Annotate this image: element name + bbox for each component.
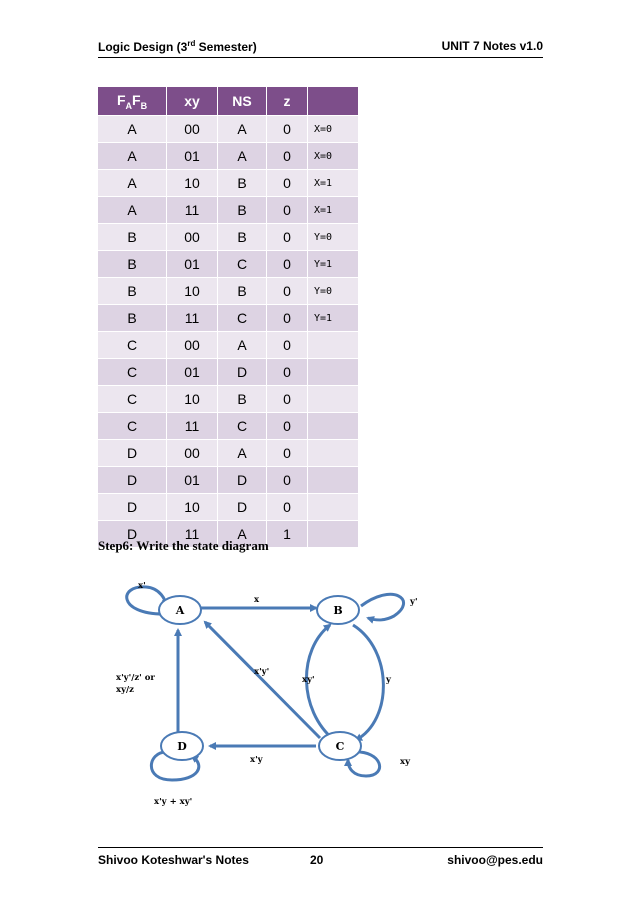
col-header-present-state: $F_AF_B$ bbox=[98, 87, 167, 116]
table-row bbox=[98, 170, 359, 197]
cell-next-state: D bbox=[218, 467, 267, 494]
cell-note: X=0 bbox=[308, 143, 359, 170]
header-unit-label: UNIT 7 Notes v1.0 bbox=[441, 39, 543, 53]
cell-note: X=0 bbox=[308, 116, 359, 143]
header-course-title: Logic Design (3rd Semester) bbox=[98, 39, 257, 54]
table-row bbox=[98, 224, 359, 251]
table-row bbox=[98, 305, 359, 332]
state-label-a: A bbox=[175, 604, 185, 617]
col-header-xy: xy bbox=[167, 87, 218, 116]
cell-note bbox=[308, 521, 359, 548]
col-header-z: z bbox=[267, 87, 308, 116]
cell-note: X=1 bbox=[308, 170, 359, 197]
step-heading: Step6: Write the state diagram bbox=[98, 538, 269, 553]
cell-next-state: C bbox=[218, 251, 267, 278]
cell-present-state: D bbox=[98, 467, 167, 494]
cell-next-state: B bbox=[218, 278, 267, 305]
footer-author: Shivoo Koteshwar's Notes bbox=[98, 853, 249, 867]
cell-note: X=1 bbox=[308, 197, 359, 224]
table-row bbox=[98, 494, 359, 521]
col-header-ns: NS bbox=[218, 87, 267, 116]
cell-input-xy: 00 bbox=[167, 116, 218, 143]
cell-output-z: 1 bbox=[267, 521, 308, 548]
cell-output-z: 0 bbox=[267, 170, 308, 197]
cell-input-xy: 10 bbox=[167, 386, 218, 413]
cell-note: Y=0 bbox=[308, 224, 359, 251]
cell-next-state: D bbox=[218, 494, 267, 521]
cell-output-z: 0 bbox=[267, 197, 308, 224]
state-diagram-svg bbox=[98, 570, 443, 820]
cell-note: Y=1 bbox=[308, 305, 359, 332]
label-d-to-a-line2: xy/z bbox=[116, 685, 134, 695]
page-header bbox=[98, 37, 543, 58]
cell-input-xy: 11 bbox=[167, 413, 218, 440]
cell-input-xy: 00 bbox=[167, 440, 218, 467]
cell-next-state: C bbox=[218, 305, 267, 332]
cell-next-state: B bbox=[218, 224, 267, 251]
cell-present-state: A bbox=[98, 116, 167, 143]
table-row bbox=[98, 413, 359, 440]
cell-output-z: 0 bbox=[267, 143, 308, 170]
state-diagram bbox=[98, 570, 443, 820]
cell-present-state: D bbox=[98, 440, 167, 467]
page-footer bbox=[98, 847, 543, 868]
cell-next-state: A bbox=[218, 116, 267, 143]
label-c-to-b: xy' bbox=[302, 675, 315, 685]
cell-next-state: A bbox=[218, 332, 267, 359]
table-header-row bbox=[98, 87, 359, 116]
cell-input-xy: 10 bbox=[167, 278, 218, 305]
cell-present-state: C bbox=[98, 413, 167, 440]
table-row bbox=[98, 143, 359, 170]
cell-present-state: B bbox=[98, 251, 167, 278]
cell-input-xy: 11 bbox=[167, 305, 218, 332]
footer-email: shivoo@pes.edu bbox=[447, 853, 543, 867]
state-label-d: D bbox=[177, 740, 187, 753]
cell-input-xy: 01 bbox=[167, 359, 218, 386]
table-body bbox=[98, 116, 359, 548]
cell-input-xy: 01 bbox=[167, 251, 218, 278]
cell-next-state: A bbox=[218, 440, 267, 467]
label-c-to-a: x'y' bbox=[254, 667, 270, 677]
cell-next-state: B bbox=[218, 386, 267, 413]
cell-input-xy: 10 bbox=[167, 494, 218, 521]
self-loop-b bbox=[361, 594, 404, 620]
cell-output-z: 0 bbox=[267, 467, 308, 494]
table-row bbox=[98, 467, 359, 494]
cell-note bbox=[308, 494, 359, 521]
cell-input-xy: 10 bbox=[167, 170, 218, 197]
cell-next-state: A bbox=[218, 521, 267, 548]
table-row bbox=[98, 251, 359, 278]
cell-input-xy: 11 bbox=[167, 521, 218, 548]
cell-present-state: A bbox=[98, 143, 167, 170]
cell-output-z: 0 bbox=[267, 332, 308, 359]
cell-output-z: 0 bbox=[267, 251, 308, 278]
table-row bbox=[98, 278, 359, 305]
cell-note bbox=[308, 440, 359, 467]
label-a-self: x' bbox=[138, 581, 146, 591]
cell-output-z: 0 bbox=[267, 305, 308, 332]
cell-output-z: 0 bbox=[267, 413, 308, 440]
cell-output-z: 0 bbox=[267, 440, 308, 467]
col-header-note bbox=[308, 87, 359, 116]
label-a-to-b: x bbox=[254, 595, 260, 605]
cell-present-state: A bbox=[98, 170, 167, 197]
cell-next-state: A bbox=[218, 143, 267, 170]
cell-present-state: C bbox=[98, 332, 167, 359]
table-row bbox=[98, 332, 359, 359]
cell-output-z: 0 bbox=[267, 494, 308, 521]
cell-note: Y=0 bbox=[308, 278, 359, 305]
cell-input-xy: 00 bbox=[167, 332, 218, 359]
cell-input-xy: 01 bbox=[167, 143, 218, 170]
cell-present-state: B bbox=[98, 278, 167, 305]
cell-output-z: 0 bbox=[267, 386, 308, 413]
cell-present-state: B bbox=[98, 305, 167, 332]
cell-note bbox=[308, 332, 359, 359]
edge-b-to-c bbox=[353, 625, 383, 740]
cell-input-xy: 00 bbox=[167, 224, 218, 251]
cell-present-state: B bbox=[98, 224, 167, 251]
cell-output-z: 0 bbox=[267, 359, 308, 386]
cell-input-xy: 01 bbox=[167, 467, 218, 494]
label-d-to-a-line1: x'y'/z' or bbox=[116, 673, 155, 683]
state-table bbox=[98, 87, 359, 548]
table-row bbox=[98, 440, 359, 467]
table-row bbox=[98, 386, 359, 413]
label-d-self: x'y + xy' bbox=[154, 797, 193, 807]
cell-next-state: B bbox=[218, 197, 267, 224]
label-b-to-c: y bbox=[386, 675, 391, 685]
table-row bbox=[98, 116, 359, 143]
cell-next-state: D bbox=[218, 359, 267, 386]
state-label-c: C bbox=[335, 740, 345, 753]
label-b-self: y' bbox=[410, 597, 418, 607]
cell-note bbox=[308, 359, 359, 386]
cell-input-xy: 11 bbox=[167, 197, 218, 224]
cell-next-state: C bbox=[218, 413, 267, 440]
cell-note bbox=[308, 413, 359, 440]
cell-output-z: 0 bbox=[267, 278, 308, 305]
cell-note bbox=[308, 386, 359, 413]
label-c-to-d: x'y bbox=[250, 755, 263, 765]
cell-note bbox=[308, 467, 359, 494]
state-label-b: B bbox=[333, 604, 343, 617]
cell-note: Y=1 bbox=[308, 251, 359, 278]
cell-output-z: 0 bbox=[267, 224, 308, 251]
label-c-self: xy bbox=[400, 757, 411, 767]
cell-present-state: A bbox=[98, 197, 167, 224]
cell-present-state: D bbox=[98, 521, 167, 548]
cell-present-state: D bbox=[98, 494, 167, 521]
table-row bbox=[98, 359, 359, 386]
table-row bbox=[98, 197, 359, 224]
cell-present-state: C bbox=[98, 386, 167, 413]
cell-output-z: 0 bbox=[267, 116, 308, 143]
footer-page-number: 20 bbox=[310, 853, 324, 867]
cell-present-state: C bbox=[98, 359, 167, 386]
cell-next-state: B bbox=[218, 170, 267, 197]
